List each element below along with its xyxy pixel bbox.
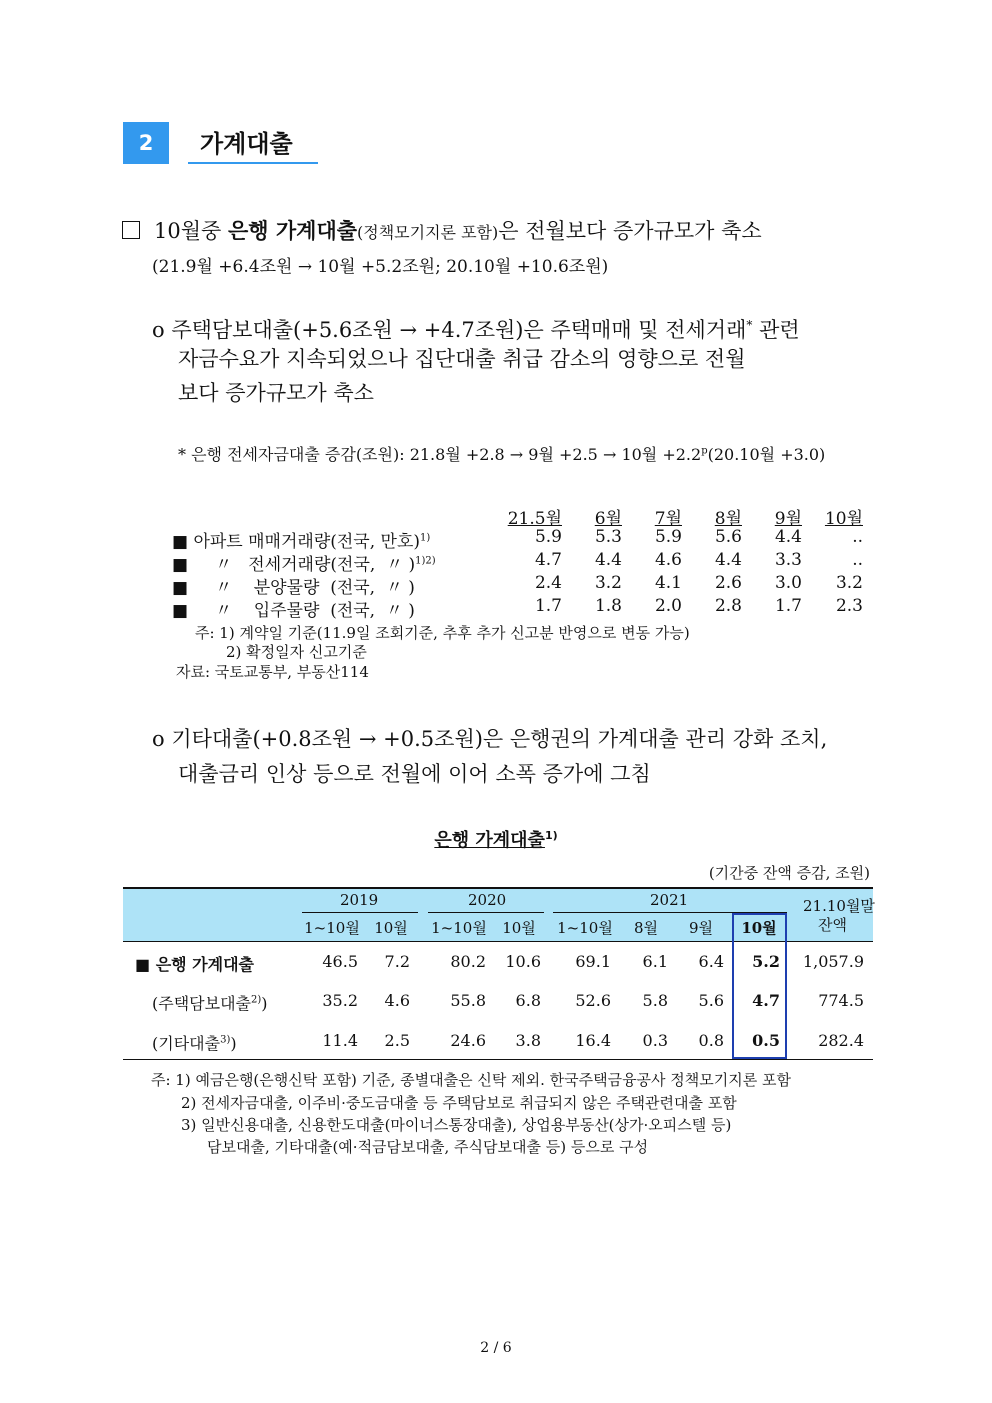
housing-cell: 3.0 xyxy=(774,573,802,593)
housing-cell: 2.0 xyxy=(654,596,682,616)
housing-row-label-text: ■ 아파트 매매거래량(전국, 만호) xyxy=(172,532,421,552)
loan-cell: 4.6 xyxy=(384,991,410,1010)
section-number: 2 xyxy=(138,131,154,155)
loan-cell: 3.8 xyxy=(515,1031,541,1050)
loan-cell: 0.3 xyxy=(642,1031,668,1050)
housing-cell: 2.3 xyxy=(835,596,863,616)
loan-subheader: 9월 xyxy=(688,919,714,937)
housing-header: 8월 xyxy=(714,509,742,529)
bullet-other-loans-line2: 대출금리 인상 등으로 전월에 이어 소폭 증가에 그침 xyxy=(178,762,651,786)
loan-subheader: 10월 xyxy=(741,919,777,937)
housing-cell: 5.9 xyxy=(534,527,562,547)
loan-row-close: ) xyxy=(230,1034,237,1053)
note1-sup: p xyxy=(701,445,708,457)
housing-cell: 5.9 xyxy=(654,527,682,547)
loan-subheader: 1~10월 xyxy=(557,919,613,937)
housing-cell: 4.6 xyxy=(654,550,682,570)
housing-row-label-text: ■ 〃 전세거래량(전국, 〃 ) xyxy=(172,555,416,575)
loan-subheader: 1~10월 xyxy=(304,919,360,937)
loan-note-1: 주: 1) 예금은행(은행신탁 포함) 기준, 종별대출은 신탁 제외. 한국주택금융공사 정책모기지론 포함 xyxy=(151,1071,791,1089)
housing-cell: 3.2 xyxy=(835,573,863,593)
loan-cell: 11.4 xyxy=(322,1031,358,1050)
loan-cell: 55.8 xyxy=(450,991,486,1010)
section-number-badge xyxy=(123,122,169,164)
housing-row-label xyxy=(172,573,415,598)
loan-cell: 6.4 xyxy=(698,952,724,971)
checkbox-square-icon xyxy=(122,221,140,239)
housing-cell: 5.6 xyxy=(714,527,742,547)
housing-cell: 1.7 xyxy=(534,596,562,616)
note1-end: (20.10월 +3.0) xyxy=(707,445,826,464)
p1-suffix: 은 전월보다 증가규모가 축소 xyxy=(498,219,762,243)
housing-note-1: 주: 1) 계약일 기준(11.9일 조회기준, 추후 추가 신고분 반영으로 변동 가능) xyxy=(195,624,690,642)
bullet-mortgage-line2: 자금수요가 지속되었으나 집단대출 취급 감소의 영향으로 전월 xyxy=(178,347,746,371)
section-title-underline xyxy=(188,162,318,164)
table-top-rule xyxy=(123,887,873,889)
loan-row-sup: 2) xyxy=(250,994,262,1006)
year-2020-rule xyxy=(428,912,544,913)
loan-cell: 16.4 xyxy=(575,1031,611,1050)
housing-header: 21.5월 xyxy=(507,509,562,529)
paragraph-main xyxy=(122,215,762,245)
housing-row-label xyxy=(172,550,436,575)
paragraph-main-sub: (21.9월 +6.4조원 → 10월 +5.2조원; 20.10월 +10.6조원) xyxy=(152,257,609,277)
housing-cell: 4.4 xyxy=(594,550,622,570)
loan-cell: 6.8 xyxy=(515,991,541,1010)
housing-source: 자료: 국토교통부, 부동산114 xyxy=(176,663,369,681)
loan-subheader: 10월 xyxy=(502,919,536,937)
loan-cell: 46.5 xyxy=(322,952,358,971)
loan-cell: 69.1 xyxy=(575,952,611,971)
year-2020: 2020 xyxy=(468,891,507,909)
loan-cell: 80.2 xyxy=(450,952,486,971)
loan-row-label-text: (기타대출 xyxy=(152,1034,221,1053)
note1-text: * 은행 전세자금대출 증감(조원): 21.8월 +2.8 → 9월 +2.5 → 10월 +2.2 xyxy=(178,445,702,464)
loan-row-label xyxy=(152,1031,237,1054)
b1-line1-end: 관련 xyxy=(752,318,800,342)
housing-note-2: 2) 확정일자 신고기준 xyxy=(226,643,367,661)
b1-line1: o 주택담보대출(+5.6조원 → +4.7조원)은 주택매매 및 전세거래 xyxy=(152,318,747,342)
loan-cell: 4.7 xyxy=(752,991,780,1010)
loan-cell: 6.1 xyxy=(642,952,668,971)
loan-subheader: 8월 xyxy=(633,919,659,937)
housing-header: 10월 xyxy=(824,509,863,529)
housing-header: 7월 xyxy=(654,509,682,529)
year-2019-rule xyxy=(302,912,418,913)
housing-cell: 1.8 xyxy=(594,596,622,616)
loan-cell: 24.6 xyxy=(450,1031,486,1050)
housing-row-sup: 1)2) xyxy=(415,555,436,567)
year-2021: 2021 xyxy=(650,891,689,909)
loan-cell: 282.4 xyxy=(818,1031,864,1050)
balance-header-2: 잔액 xyxy=(818,916,847,934)
loan-row-label xyxy=(152,991,268,1014)
housing-row-label-text: ■ 〃 입주물량 (전국, 〃 ) xyxy=(172,601,415,621)
housing-cell: 2.8 xyxy=(714,596,742,616)
housing-cell: 4.4 xyxy=(714,550,742,570)
balance-header-1: 21.10월말 xyxy=(803,897,875,915)
bullet-other-loans-line1: o 기타대출(+0.8조원 → +0.5조원)은 은행권의 가계대출 관리 강화 조치, xyxy=(152,727,828,751)
page-number: 2 / 6 xyxy=(480,1340,512,1356)
housing-row-label-text: ■ 〃 분양물량 (전국, 〃 ) xyxy=(172,578,415,598)
loan-cell: 2.5 xyxy=(384,1031,410,1050)
loan-cell: 774.5 xyxy=(818,991,864,1010)
loan-table-title-sup: 1) xyxy=(544,829,558,842)
housing-cell: 1.7 xyxy=(774,596,802,616)
loan-table-title-text: 은행 가계대출 xyxy=(434,830,545,851)
loan-row-sup: 3) xyxy=(220,1034,231,1046)
housing-cell: 3.3 xyxy=(774,550,802,570)
housing-cell: 5.3 xyxy=(594,527,622,547)
b1-sup: * xyxy=(746,318,753,332)
loan-cell: 0.8 xyxy=(698,1031,724,1050)
housing-cell: 4.4 xyxy=(774,527,802,547)
loan-subheader: 1~10월 xyxy=(431,919,487,937)
p1-paren: (정책모기지론 포함) xyxy=(357,223,499,242)
housing-row-sup: 1) xyxy=(420,532,431,544)
housing-cell: .. xyxy=(852,550,863,570)
loan-table-title xyxy=(0,826,992,852)
year-2019: 2019 xyxy=(340,891,379,909)
loan-cell: 35.2 xyxy=(322,991,358,1010)
housing-cell: 2.4 xyxy=(534,573,562,593)
loan-row-label-text: (주택담보대출 xyxy=(152,994,251,1013)
highlight-oct-2021-box xyxy=(732,913,787,1059)
housing-row-label xyxy=(172,527,430,552)
loan-cell: 52.6 xyxy=(575,991,611,1010)
housing-cell: 2.6 xyxy=(714,573,742,593)
loan-cell: 5.2 xyxy=(752,952,780,971)
loan-cell: 1,057.9 xyxy=(802,952,864,971)
housing-cell: 4.1 xyxy=(654,573,682,593)
section-title: 가계대출 xyxy=(200,130,293,158)
loan-table-unit: (기간중 잔액 증감, 조원) xyxy=(708,864,870,882)
loan-note-4: 담보대출, 기타대출(예·적금담보대출, 주식담보대출 등) 등으로 구성 xyxy=(207,1138,649,1156)
table-bottom-rule xyxy=(123,1059,873,1060)
loan-row-close: ) xyxy=(261,994,268,1013)
loan-cell: 5.8 xyxy=(642,991,668,1010)
housing-cell: .. xyxy=(852,527,863,547)
loan-subheader: 10월 xyxy=(374,919,408,937)
loan-cell: 10.6 xyxy=(505,952,541,971)
p1-bold: 은행 가계대출 xyxy=(227,218,358,243)
loan-row-label xyxy=(135,952,254,975)
housing-header: 9월 xyxy=(774,509,802,529)
loan-cell: 5.6 xyxy=(698,991,724,1010)
housing-cell: 3.2 xyxy=(594,573,622,593)
p1-prefix: 10월중 xyxy=(154,219,228,243)
housing-header: 6월 xyxy=(594,509,622,529)
housing-cell: 4.7 xyxy=(534,550,562,570)
bullet-mortgage-line3: 보다 증가규모가 축소 xyxy=(178,381,374,405)
jeonse-loan-note xyxy=(178,442,825,465)
loan-note-3: 3) 일반신용대출, 신용한도대출(마이너스통장대출), 상업용부동산(상가·오피스텔 등) xyxy=(181,1116,732,1134)
loan-cell: 7.2 xyxy=(384,952,410,971)
loan-row-label-text: ■ 은행 가계대출 xyxy=(135,955,254,974)
loan-cell: 0.5 xyxy=(752,1031,780,1050)
loan-note-2: 2) 전세자금대출, 이주비·중도금대출 등 주택담보로 취급되지 않은 주택관련대출 포함 xyxy=(181,1094,737,1112)
housing-row-label xyxy=(172,596,415,621)
